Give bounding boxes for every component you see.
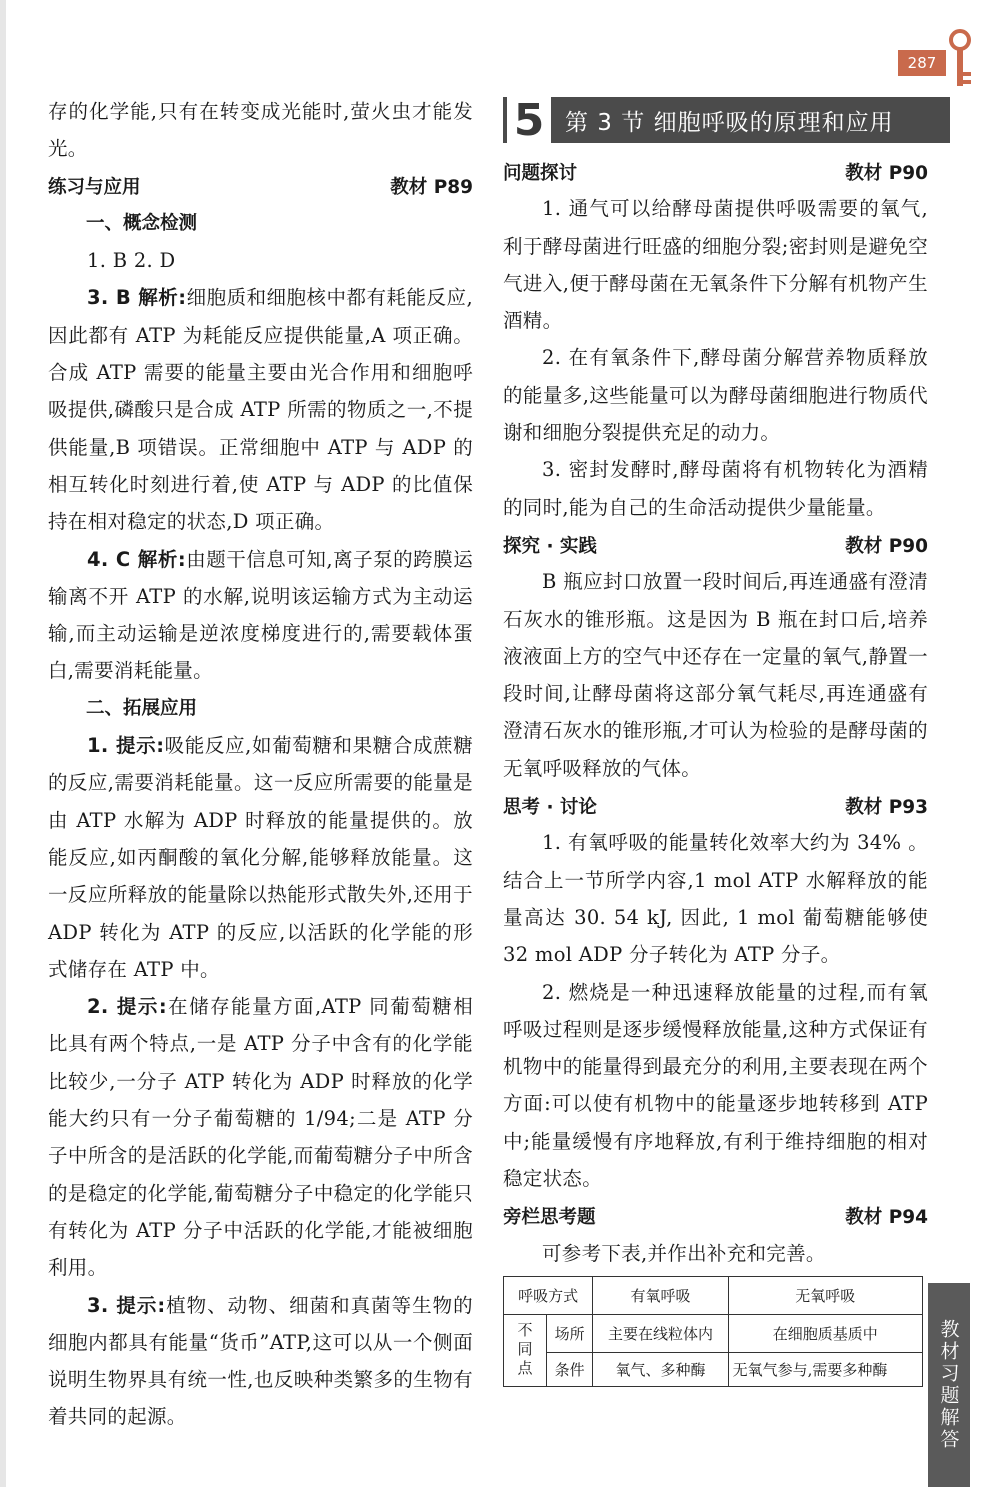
answer-text: 细胞质和细胞核中都有耗能反应,因此都有 ATP 为耗能反应提供能量,A 项正确。合成 ATP 需要的能量主要由光合作用和细胞呼吸提供,磷酸只是合成 ATP 所需的物质之一,不提供能量,B 项错误。正常细胞中 ATP 与 ADP 的相互转化时刻进行着,使 ATP 与 ADP 的比值保持在相对稳定的状态,D 项正确。: [48, 286, 473, 534]
section-title: 第 3 节 细胞呼吸的原理和应用: [565, 109, 894, 136]
side-tab: 教材习题解答: [928, 1283, 970, 1487]
page-number: 287: [898, 50, 946, 76]
table-cell: 无氧气参与,需要多种酶: [728, 1353, 922, 1387]
answer-label: 3. B 解析:: [87, 286, 187, 310]
key-icon: [942, 28, 978, 94]
paragraph: 3. 密封发酵时,酵母菌将有机物转化为酒精的同时,能为自己的生命活动提供少量能量。: [503, 458, 928, 519]
table-header-cell: 无氧呼吸: [728, 1277, 922, 1315]
sub-heading: 二、拓展应用: [86, 697, 198, 719]
table-row: [504, 1353, 923, 1387]
paragraph: B 瓶应封口放置一段时间后,再连通盛有澄清石灰水的锥形瓶。这是因为 B 瓶在封口后,培养液液面上方的空气中还存在一定量的氧气,静置一段时间,让酵母菌将这部分氧气耗尽,再连通盛有澄清石灰水的锥形瓶,才可认为检验的是酵母菌的无氧呼吸释放的气体。: [503, 570, 928, 780]
section-heading: [503, 526, 928, 563]
table-header-row: [504, 1277, 923, 1315]
answer-label: 4. C 解析:: [87, 547, 186, 571]
heading-title: 练习与应用: [48, 177, 141, 199]
table-header-cell: 呼吸方式: [504, 1277, 593, 1315]
answer-label: 3. 提示:: [87, 1293, 166, 1317]
section-heading: [503, 153, 928, 190]
sub-heading: 一、概念检测: [86, 212, 198, 234]
paragraph: 1. 通气可以给酵母菌提供呼吸需要的氧气,利于酵母菌进行旺盛的细胞分裂;密封则是避免空气进入,便于酵母菌在无氧条件下分解有机物产生酒精。: [503, 197, 928, 333]
answer-label: 1. 提示:: [87, 734, 165, 758]
comparison-table: [503, 1276, 923, 1387]
answer-text: 由题干信息可知,离子泵的跨膜运输离不开 ATP 的水解,说明该运输方式为主动运输,而主动运输是逆浓度梯度进行的,需要载体蛋白,需要消耗能量。: [48, 547, 474, 683]
section-number: 5: [507, 97, 551, 143]
heading-title: 问题探讨: [503, 162, 578, 184]
section-heading: [48, 168, 473, 205]
paragraph: 存的化学能,只有在转变成光能时,萤火虫才能发光。: [48, 100, 473, 161]
heading-ref: 教材 P89: [390, 177, 473, 199]
page-edge: [0, 0, 6, 1487]
heading-ref: 教材 P90: [845, 535, 928, 557]
section-heading: [503, 787, 928, 824]
heading-title: 旁栏思考题: [503, 1206, 596, 1228]
table-cell: 氧气、多种酶: [593, 1353, 728, 1387]
table-row: [504, 1315, 923, 1353]
heading-ref: 教材 P94: [845, 1206, 928, 1228]
paragraph: [48, 988, 473, 1286]
heading-title: 探究 · 实践: [503, 535, 597, 557]
paragraph: [48, 1287, 473, 1436]
answer-label: 2. 提示:: [87, 995, 167, 1019]
table-cell: 条件: [547, 1353, 593, 1387]
answer-text: 植物、动物、细菌和真菌等生物的细胞内都具有能量“货币”ATP,这可以从一个侧面说明生物界具有统一性,也反映种类繁多的生物有着共同的起源。: [48, 1293, 473, 1429]
left-column: [48, 93, 473, 1436]
answer-text: 在储存能量方面,ATP 同葡萄糖相比具有两个特点,一是 ATP 分子中含有的化学能比较少,一分子 ATP 转化为 ADP 时释放的化学能大约只有一分子葡萄糖的 1/94;二是 ATP 分子中所含的是活跃的化学能,而葡萄糖分子中所含的是稳定的化学能,葡萄糖分子中稳定的化学能只有转化为 ATP 分子中活跃的化学能,才能被细胞利用。: [48, 995, 474, 1280]
section-heading: [503, 1197, 928, 1234]
paragraph: [48, 279, 473, 540]
paragraph: 2. 燃烧是一种迅速释放能量的过程,而有氧呼吸过程则是逐步缓慢释放能量,这种方式保证有机物中的能量得到最充分的利用,主要表现在两个方面:可以使有机物中的能量逐步地转移到 ATP 中;能量缓慢有序地释放,有利于维持细胞的相对稳定状态。: [503, 980, 928, 1191]
right-column: [503, 153, 928, 1272]
table-cell: 场所: [547, 1315, 593, 1353]
answer-text: 吸能反应,如葡萄糖和果糖合成蔗糖的反应,需要消耗能量。这一反应所需要的能量是由 ATP 水解为 ADP 时释放的能量提供的。放能反应,如丙酮酸的氧化分解,能够释放能量。这一反应所释放的能量除以热能形式散失外,还用于 ADP 转化为 ATP 的反应,以活跃的化学能的形式储存在 ATP 中。: [48, 734, 474, 981]
paragraph: 可参考下表,并作出补充和完善。: [542, 1241, 826, 1265]
heading-ref: 教材 P93: [845, 796, 928, 818]
paragraph: [48, 541, 473, 690]
paragraph: [48, 727, 473, 988]
paragraph: 1. 有氧呼吸的能量转化效率大约为 34% 。结合上一节所学内容,1 mol ATP 水解释放的能量高达 30. 54 kJ, 因此, 1 mol 葡萄糖能够使 32 mol ADP 分子转化为 ATP 分子。: [503, 831, 928, 967]
answer-line: 1. B 2. D: [87, 249, 176, 273]
paragraph: 2. 在有氧条件下,酵母菌分解营养物质释放的能量多,这些能量可以为酵母菌细胞进行物质代谢和细胞分裂提供充足的动力。: [503, 346, 928, 445]
heading-title: 思考 · 讨论: [503, 796, 597, 818]
table-group-label: 不同点: [504, 1315, 547, 1387]
table-cell: 主要在线粒体内: [593, 1315, 728, 1353]
section-banner: [503, 94, 950, 146]
heading-ref: 教材 P90: [845, 162, 928, 184]
table-cell: 在细胞质基质中: [728, 1315, 922, 1353]
table-header-cell: 有氧呼吸: [593, 1277, 728, 1315]
